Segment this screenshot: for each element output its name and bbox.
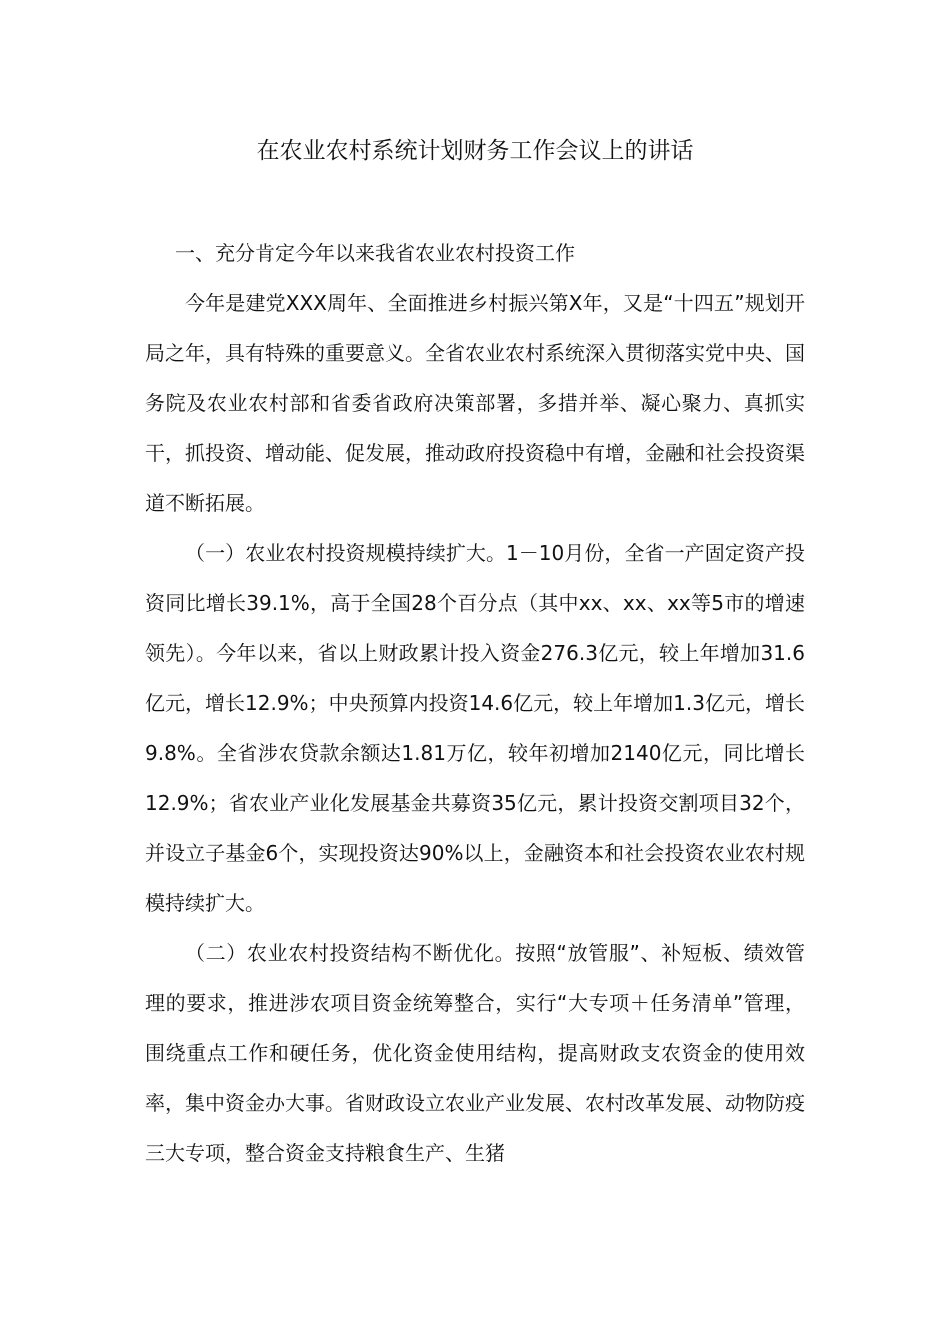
paragraph-investment-scale: （一）农业农村投资规模持续扩大。1－10月份，全省一产固定资产投资同比增长39.1%，高于全国28个百分点（其中xx、xx、xx等5市的增速领先）。今年以来，省以上财政累计投入资金276.3亿元，较上年增加31.6亿元，增长12.9%；中央预算内投资14.6亿元，较上年增加1.3亿元，增长9.8%。全省涉农贷款余额达1.81万亿，较年初增加2140亿元，同比增长12.9%；省农业产业化发展基金共募资35亿元，累计投资交割项目32个，并设立子基金6个，实现投资达90%以上，金融资本和社会投资农业农村规模持续扩大。 [145,541,805,915]
document-title: 在农业农村系统计划财务工作会议上的讲话 [256,138,694,164]
paragraph-investment-structure: （二）农业农村投资结构不断优化。按照“放管服”、补短板、绩效管理的要求，推进涉农项目资金统筹整合，实行“大专项＋任务清单”管理，围绕重点工作和硬任务，优化资金使用结构，提高财政支农资金的使用效率，集中资金办大事。省财政设立农业产业发展、农村改革发展、动物防疫三大专项，整合资金支持粮食生产、生猪 [145,941,805,1165]
document-body [145,228,805,1178]
paragraph-intro: 今年是建党XXX周年、全面推进乡村振兴第X年，又是“十四五”规划开局之年，具有特殊的重要意义。全省农业农村系统深入贯彻落实党中央、国务院及农业农村部和省委省政府决策部署，多措并举、凝心聚力、真抓实干，抓投资、增动能、促发展，推动政府投资稳中有增，金融和社会投资渠道不断拓展。 [145,291,805,515]
section-heading: 一、充分肯定今年以来我省农业农村投资工作 [175,241,575,265]
